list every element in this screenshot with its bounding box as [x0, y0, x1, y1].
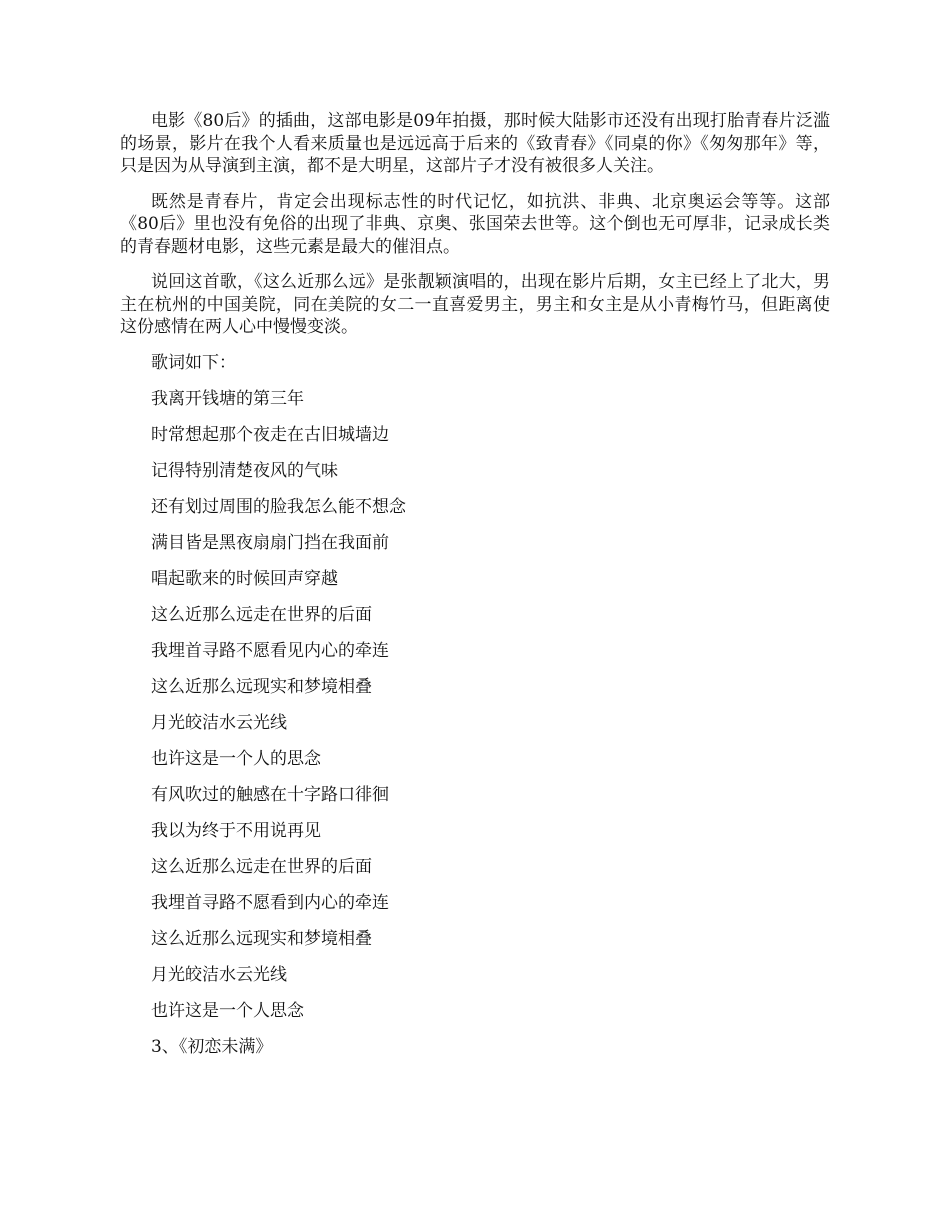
lyric-line: 满目皆是黑夜扇扇门挡在我面前	[151, 532, 389, 553]
paragraph-song-background: 说回这首歌，《这么近那么远》是张靓颖演唱的，出现在影片后期，女主已经上了北大，男主在杭州的中国美院，同在美院的女二一直喜爱男主，男主和女主是从小青梅竹马，但距离使这份感情在两人心中慢慢变淡。	[120, 272, 830, 337]
lyric-line: 有风吹过的触感在十字路口徘徊	[151, 784, 389, 805]
lyric-line: 记得特别清楚夜风的气味	[151, 460, 338, 481]
lyric-line: 月光皎洁水云光线	[151, 712, 287, 733]
lyric-line: 我埋首寻路不愿看见内心的牵连	[151, 640, 389, 661]
lyric-line: 我离开钱塘的第三年	[151, 388, 304, 409]
paragraph-film-intro: 电影《80后》的插曲，这部电影是09年拍摄，那时候大陆影市还没有出现打胎青春片泛滥的场景，影片在我个人看来质量也是远远高于后来的《致青春》《同桌的你》《匆匆那年》等，只是因为从导演到主演，都不是大明星，这部片子才没有被很多人关注。	[120, 111, 830, 176]
lyrics-list	[120, 388, 830, 1036]
lyric-line: 时常想起那个夜走在古旧城墙边	[151, 424, 389, 445]
lyric-line: 我以为终于不用说再见	[151, 820, 321, 841]
lyric-line: 我埋首寻路不愿看到内心的牵连	[151, 892, 389, 913]
paragraph-era-memories: 既然是青春片，肯定会出现标志性的时代记忆，如抗洪、非典、北京奥运会等等。这部《80后》里也没有免俗的出现了非典、京奥、张国荣去世等。这个倒也无可厚非，记录成长类的青春题材电影，这些元素是最大的催泪点。	[120, 191, 830, 257]
article-body	[120, 110, 830, 1072]
lyric-line: 这么近那么远走在世界的后面	[151, 604, 372, 625]
lyric-line: 也许这是一个人思念	[151, 1000, 304, 1021]
lyrics-intro: 歌词如下：	[151, 352, 236, 373]
lyric-line: 也许这是一个人的思念	[151, 748, 321, 769]
lyric-line: 月光皎洁水云光线	[151, 964, 287, 985]
lyric-line: 这么近那么远现实和梦境相叠	[151, 676, 372, 697]
lyric-line: 这么近那么远现实和梦境相叠	[151, 928, 372, 949]
lyric-line: 这么近那么远走在世界的后面	[151, 856, 372, 877]
section-heading-next-song: 3、《初恋未满》	[151, 1036, 273, 1057]
lyric-line: 唱起歌来的时候回声穿越	[151, 568, 338, 589]
lyric-line: 还有划过周围的脸我怎么能不想念	[151, 496, 406, 517]
